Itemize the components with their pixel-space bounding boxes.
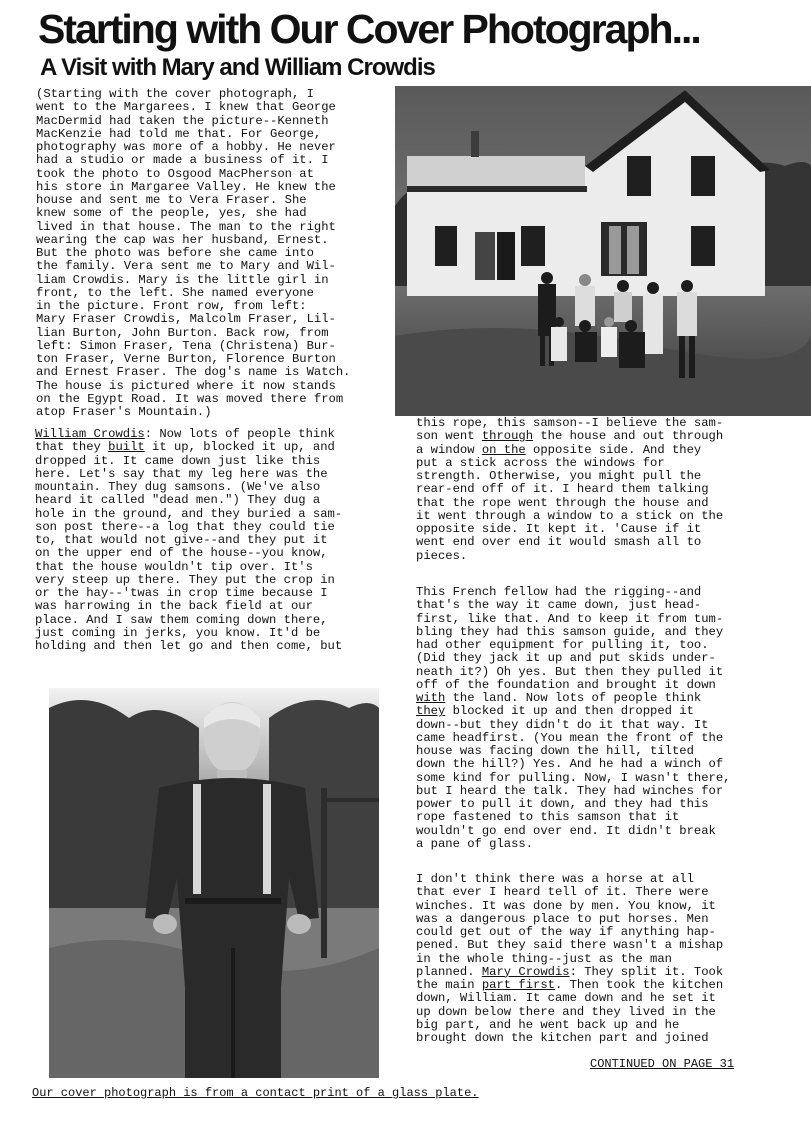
samson-line1: this rope, this samson--I believe the sam- <box>416 417 724 430</box>
william-line2a: that they <box>35 440 109 455</box>
samson-line2b: the house and out through <box>533 429 724 444</box>
william-rest: dropped it. It came down just like this here. Let's say that my leg here was the mountain. They dug samsons. (We've also heard it called "dead men.") They dug a hole in the ground, and they buried a sam- son post there--a log that they could tie to, that would not give--and they put it on the upper end of the house--you know, that the house wouldn't tip over. It's very steep up there. They put the crop in or the hay--'twas in crop time because I was harrowing in the back field at our place. And I saw them coming down there, just coming in jerks, you know. It'd be holding and then let go and then come, but <box>35 453 343 653</box>
french-paragraph <box>416 586 796 851</box>
photo-caption: Our cover photograph is from a contact print of a glass plate. <box>32 1086 479 1100</box>
cover-photograph <box>395 86 811 416</box>
they-underlined: they <box>416 704 446 719</box>
through-underlined: through <box>481 429 534 444</box>
page-title: Starting with Our Cover Photograph... <box>38 6 700 52</box>
page-subtitle: A Visit with Mary and William Crowdis <box>40 54 435 81</box>
william-line1: : Now lots of people think <box>144 428 335 441</box>
onthe-underlined: on the <box>481 442 526 457</box>
french-rest: down--but they didn't do it that way. It came headfirst. (You mean the front of the house was facing down the hill, tilted down the hill?) Yes. And he had a winch of some kind for pulling. Now, I wasn't there, but I heard the talk. They had winches for power to pull it down, and they had this rope fastened to this samson that it wouldn't go end over end. It didn't break a pane of glass. <box>416 717 731 851</box>
samson-line3b: opposite side. And they <box>525 442 702 457</box>
horses-rest: . Then took the kitchen down, William. It came down and he set it up down below there and they lived in the big part, and he went back up and he brought down the kitchen part and joined <box>416 978 724 1045</box>
partfirst-underlined: part first <box>481 978 555 992</box>
built-underlined: built <box>108 440 145 455</box>
with-underlined: with <box>416 691 446 705</box>
french-with-rest: the land. Now lots of people think <box>445 691 702 705</box>
william-paragraph <box>35 428 395 653</box>
samson-line2a: son went <box>416 429 482 444</box>
continued-note: CONTINUED ON PAGE 31 <box>590 1057 735 1071</box>
william-line2b: it up, blocked it up, and <box>144 440 335 455</box>
horses-paragraph <box>416 873 796 1045</box>
french-top: This French fellow had the rigging--and that's the way it came down, just head- first, like that. And to keep it from tum- bling they had this samson guide, and they had other equipment for pulling it, too. (Did they jack it up and put skids under- neath it?) Oh yes. But then they pulled it off of the foundation and brought it down <box>416 586 724 692</box>
samson-paragraph <box>416 417 786 563</box>
speaker-mary: Mary Crowdis <box>481 964 570 979</box>
intro-paragraph: (Starting with the cover photograph, I went to the Margarees. I knew that George MacDermid had taken the picture--Kenneth MacKenzie had told me that. For George, photography was more of a hobby. He never had a studio or made a business of it. I took the photo to Osgood MacPherson at his store in Margaree Valley. He knew the house and sent me to Vera Fraser. She knew some of the people, yes, she had lived in that house. The man to the right wearing the cap was her husband, Ernest. But the photo was before she came into the family. Vera sent me to Mary and Wil- liam Crowdis. Mary is the little girl in front, to the left. She named everyone in the picture. Front row, from left: Mary Fraser Crowdis, Malcolm Fraser, Lil- lian Burton, John Burton. Back row, from left: Simon Fraser, Tena (Christena) Bur- ton Fraser, Verne Burton, Florence Burton and Ernest Fraser. The dog's name is Watch. The house is pictured where it now stands on the Egypt Road. It was moved there from atop Fraser's Mountain.) <box>36 88 351 419</box>
french-they-rest: blocked it up and then dropped it <box>445 704 694 719</box>
samson-line3a: a window <box>416 442 482 457</box>
horses-text: I don't think there was a horse at all that ever I heard tell of it. There were winches. It was done by men. You know, it was a dangerous place to put horses. Men could get out of the way if anything hap- pened. But they said there wasn't a mishap in the whole thing--just as the man planned. <box>416 873 724 979</box>
speaker-william: William Crowdis <box>35 428 145 441</box>
samson-rest: put a stick across the windows for strength. Otherwise, you might pull the rear-end off of it. I heard them talking that the rope went through the house and it went through a window to a stick on the opposite side. It kept it. 'Cause if it went end over end it would smash all to pieces. <box>416 455 724 563</box>
william-portrait-photograph <box>49 688 379 1078</box>
mary-rest: : They split it. Took the main <box>416 964 724 992</box>
